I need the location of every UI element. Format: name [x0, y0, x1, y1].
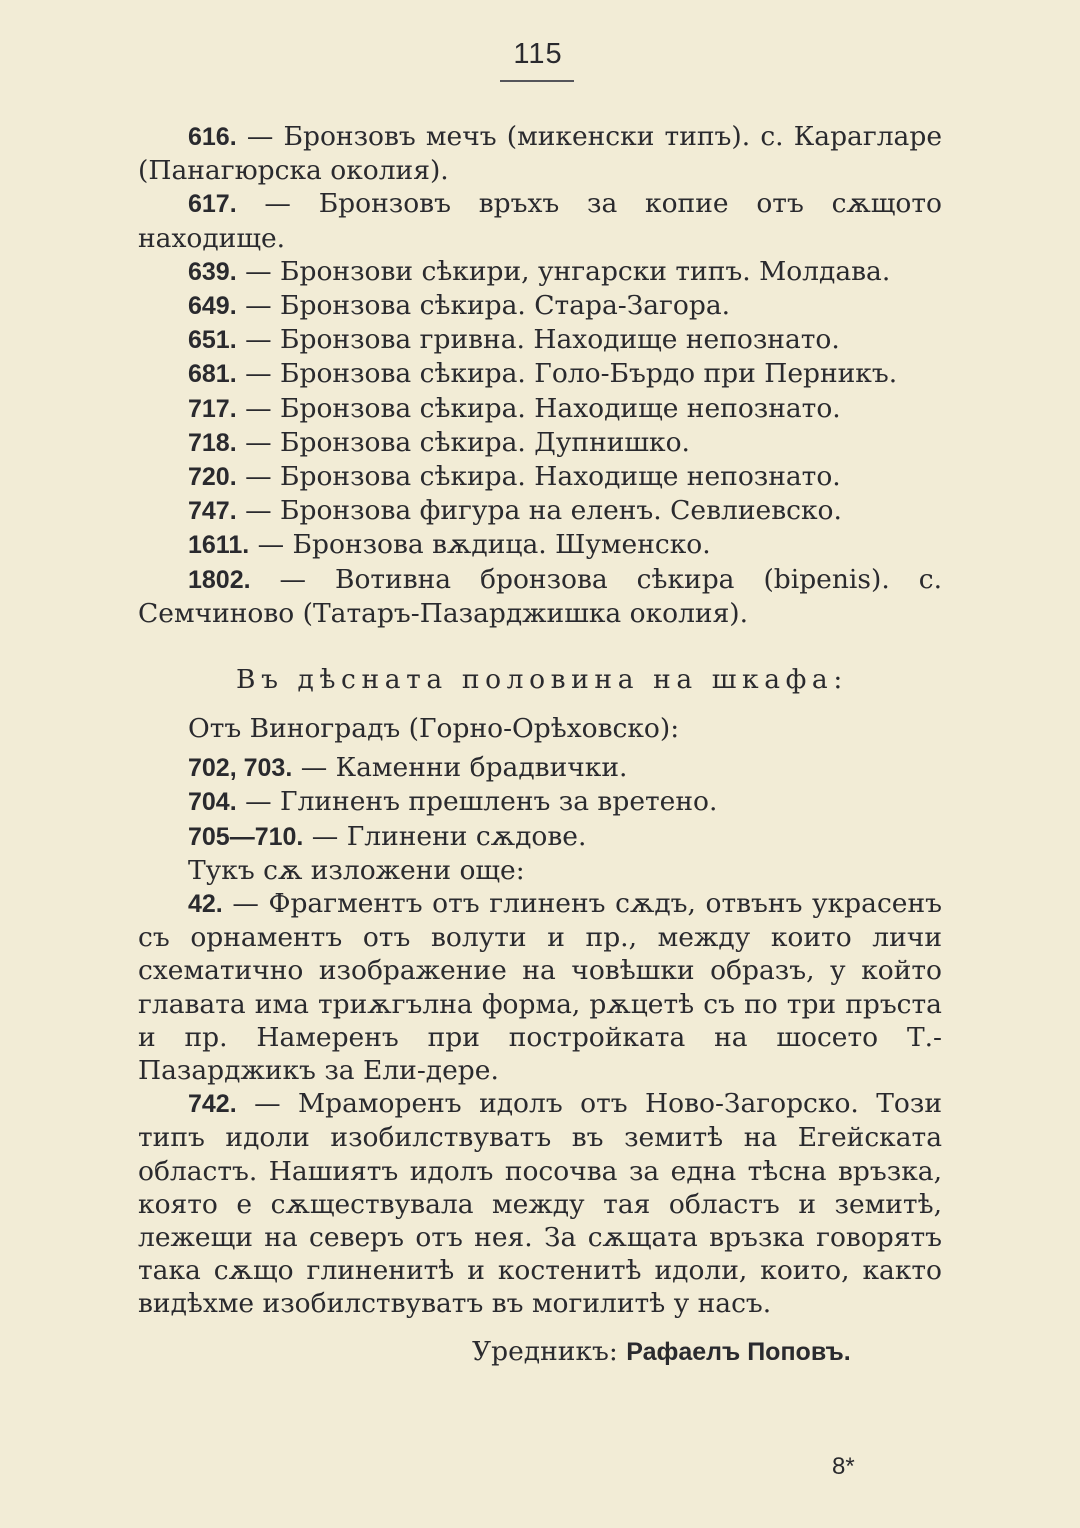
also-line: Тукъ сѫ изложени още:	[188, 854, 525, 886]
entry-number: 1611.	[188, 531, 250, 560]
catalog-entry	[138, 426, 942, 460]
entry-number: 42.	[188, 890, 223, 919]
entry-number: 639.	[188, 257, 237, 286]
page-number-rule	[500, 80, 574, 82]
catalog-entry	[138, 255, 942, 289]
catalog-entry	[138, 460, 942, 494]
signature	[472, 1336, 851, 1367]
sheet-signature-mark: 8*	[832, 1453, 855, 1480]
entry-number: 617.	[188, 190, 237, 219]
catalog-entry	[138, 120, 942, 187]
catalog-entry	[138, 751, 942, 785]
catalog-entry	[138, 887, 942, 1087]
entry-text: — Бронзова сѣкира. Дупнишко.	[236, 426, 690, 458]
section-heading: Въ дѣсната половина на шкафа:	[236, 664, 848, 695]
entry-text: — Мраморенъ идолъ отъ Ново-Загорско. Този типъ идоли изобилствуватъ въ земитѣ на Егейската областъ. Нашиятъ идолъ посочва за една тѣсна връзка, която е сѫществувала между тая областъ и земитѣ, лежещи на северъ отъ нея. За сѫщата връзка говорятъ така сѫщо глиненитѣ и костенитѣ идоли, които, както видѣхме изобилствуватъ въ могилитѣ у насъ.	[138, 1088, 942, 1320]
catalog-list-a	[138, 120, 942, 630]
catalog-entry	[138, 392, 942, 426]
page-number: 115	[513, 38, 563, 70]
entry-text: — Бронзова гривна. Находище непознато.	[236, 324, 840, 356]
entry-number: 718.	[188, 428, 237, 457]
catalog-entry	[138, 187, 942, 254]
entry-text: — Бронзова фигура на еленъ. Севлиевско.	[236, 495, 842, 527]
entry-number: 742.	[188, 1090, 237, 1119]
catalog-entry	[138, 494, 942, 528]
signature-label: Уредникъ:	[472, 1336, 627, 1367]
entry-number: 681.	[188, 360, 237, 389]
entry-text: — Бронзова вѫдица. Шуменско.	[249, 529, 711, 561]
entry-number: 747.	[188, 497, 237, 526]
entry-text: — Фрагментъ отъ глиненъ сѫдъ, отвънъ украсенъ съ орнаментъ отъ волути и пр., между които личи схематично изображение на човѣшки образъ, у който главата има триѫгълна форма, рѫцетѣ съ по три пръста и пр. Намеренъ при постройката на шосето Т.-Пазарджикъ за Ели-дере.	[138, 888, 942, 1087]
section-heading-block	[138, 663, 942, 696]
entry-text: — Глиненъ прешленъ за вретено.	[236, 786, 718, 818]
catalog-entry	[138, 357, 942, 391]
catalog-entry	[138, 528, 942, 562]
catalog-entry	[138, 563, 942, 630]
entry-number: 1802.	[188, 565, 251, 594]
catalog-entry	[138, 785, 942, 819]
entry-text: — Бронзови сѣкири, унгарски типъ. Молдава.	[236, 255, 891, 287]
entry-number: 649.	[188, 292, 237, 321]
signature-name: Рафаелъ Поповъ.	[626, 1338, 851, 1366]
entry-number: 651.	[188, 326, 237, 355]
entry-text: — Бронзовъ мечъ (микенски типъ). с. Карагларе (Панагюрска околия).	[138, 121, 942, 187]
entry-text: — Бронзова сѣкира. Голо-Бърдо при Перникъ.	[236, 358, 898, 390]
entry-text: — Бронзова сѣкира. Находище непознато.	[236, 392, 841, 424]
source-line: Отъ Виноградъ (Горно-Орѣховско):	[188, 713, 680, 744]
entry-number: 717.	[188, 394, 237, 423]
entry-text: — Вотивна бронзова сѣкира (bipenis). с. Семчиново (Татаръ-Пазарджишка околия).	[138, 563, 942, 629]
catalog-list-b	[138, 712, 942, 1321]
entry-number: 704.	[188, 788, 237, 817]
entry-text: — Глинени сѫдове.	[303, 820, 587, 852]
catalog-entry	[138, 1087, 942, 1320]
entry-number: 616.	[188, 123, 237, 151]
catalog-entry	[138, 289, 942, 323]
entry-text: — Каменни брадвички.	[292, 752, 628, 784]
entry-number: 702, 703.	[188, 754, 293, 783]
catalog-entry	[138, 323, 942, 357]
entry-number: 705—710.	[188, 822, 304, 851]
entry-text: — Бронзовъ връхъ за копие отъ сѫщото находище.	[138, 188, 942, 254]
entry-text: — Бронзова сѣкира. Находище непознато.	[236, 461, 841, 493]
entry-number: 720.	[188, 463, 237, 492]
entry-text: — Бронзова сѣкира. Стара-Загора.	[236, 290, 731, 322]
catalog-entry	[138, 820, 942, 854]
